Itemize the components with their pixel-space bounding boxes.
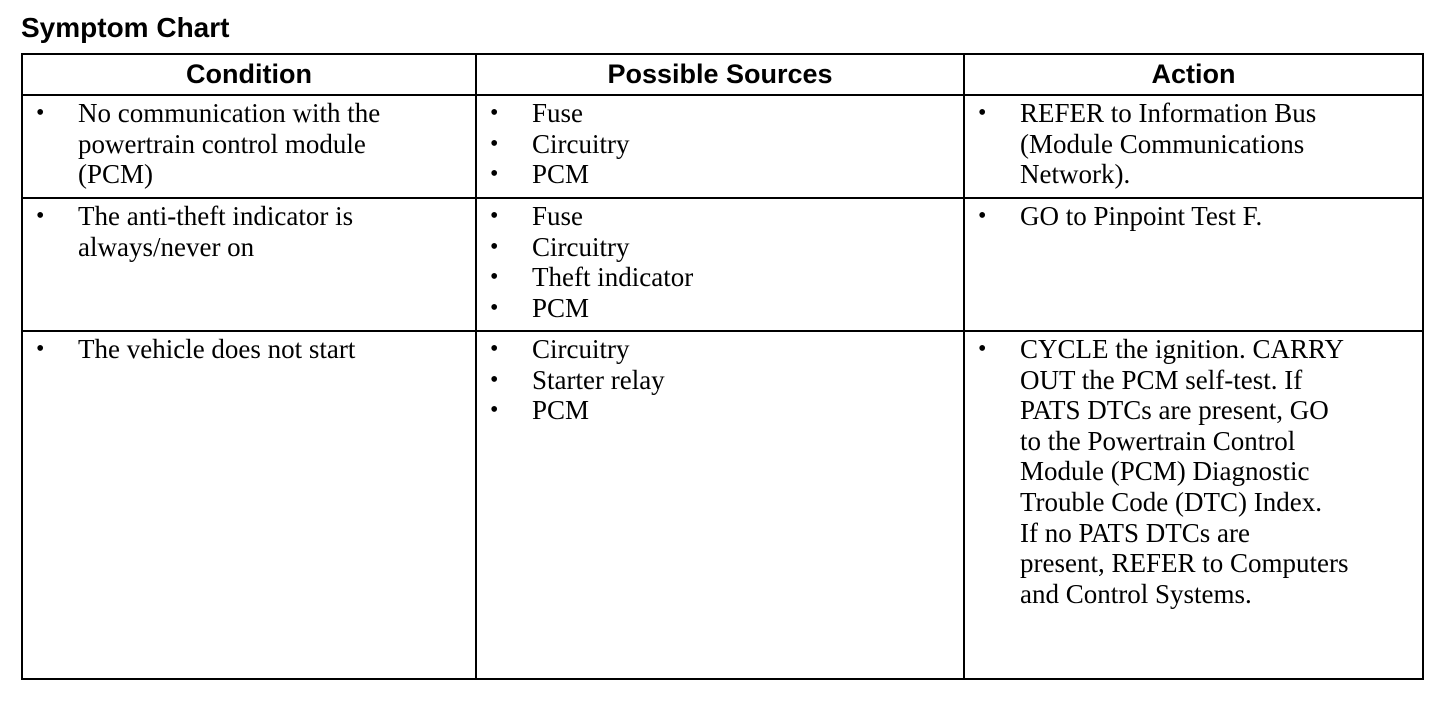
list-item xyxy=(965,201,1422,232)
source-text: Circuitry xyxy=(532,231,630,262)
list-item xyxy=(23,98,475,190)
condition-text: The vehicle does not start xyxy=(78,334,356,364)
bullet-icon: • xyxy=(490,336,499,362)
bullet-icon: • xyxy=(36,336,45,362)
action-cell xyxy=(964,331,1423,679)
symptom-table xyxy=(21,53,1424,680)
bullet-icon: • xyxy=(490,264,499,291)
page-title: Symptom Chart xyxy=(21,12,230,43)
bullet-icon: • xyxy=(490,130,499,157)
condition-text: No communication with the powertrain control module (PCM) xyxy=(78,98,381,190)
source-text: Circuitry xyxy=(532,128,630,159)
table-header-row xyxy=(22,54,1423,95)
action-text: CYCLE the ignition. CARRY OUT the PCM self-test. If PATS DTCs are present, GO to the Powertrain Control Module (PCM) Diagnostic Trouble Code (DTC) Index. If no PATS DTCs are present, REFER to Computers and Control Systems. xyxy=(1020,334,1349,609)
condition-cell xyxy=(22,95,476,198)
bullet-icon: • xyxy=(978,203,987,229)
condition-cell xyxy=(22,198,476,331)
bullet-icon: • xyxy=(490,203,499,229)
action-text: GO to Pinpoint Test F. xyxy=(1020,201,1263,231)
condition-text: The anti-theft indicator is always/never on xyxy=(78,201,354,262)
bullet-icon: • xyxy=(490,161,499,188)
bullet-icon: • xyxy=(490,366,499,393)
list-item xyxy=(477,159,963,190)
list-item xyxy=(477,129,963,160)
action-cell xyxy=(964,95,1423,198)
bullet-icon: • xyxy=(490,397,499,424)
list-item xyxy=(477,395,963,426)
source-text: Fuse xyxy=(532,201,584,231)
action-cell xyxy=(964,198,1423,331)
source-text: Starter relay xyxy=(532,364,665,395)
source-text: PCM xyxy=(532,395,590,426)
list-item xyxy=(477,262,963,293)
list-item xyxy=(477,334,963,365)
bullet-icon: • xyxy=(490,100,499,126)
bullet-icon: • xyxy=(978,100,987,126)
list-item xyxy=(477,201,963,232)
sources-cell xyxy=(476,331,964,679)
column-header-condition: Condition xyxy=(22,54,476,95)
list-item xyxy=(965,334,1422,609)
bullet-icon: • xyxy=(490,233,499,260)
sources-cell xyxy=(476,95,964,198)
bullet-icon: • xyxy=(490,294,499,321)
list-item xyxy=(477,232,963,263)
bullet-icon: • xyxy=(36,100,45,126)
table-row xyxy=(22,198,1423,331)
table-row xyxy=(22,95,1423,198)
column-header-possible-sources: Possible Sources xyxy=(476,54,964,95)
sources-cell xyxy=(476,198,964,331)
bullet-icon: • xyxy=(36,203,45,229)
source-text: Circuitry xyxy=(532,334,630,364)
condition-cell xyxy=(22,331,476,679)
list-item xyxy=(477,98,963,129)
column-header-action: Action xyxy=(964,54,1423,95)
list-item xyxy=(23,334,475,365)
source-text: PCM xyxy=(532,292,590,323)
source-text: Fuse xyxy=(532,98,584,128)
table-row xyxy=(22,331,1423,679)
action-text: REFER to Information Bus (Module Communications Network). xyxy=(1020,98,1317,190)
list-item xyxy=(477,293,963,324)
source-text: Theft indicator xyxy=(532,262,694,293)
list-item xyxy=(23,201,475,262)
list-item xyxy=(477,365,963,396)
source-text: PCM xyxy=(532,159,590,190)
bullet-icon: • xyxy=(978,336,987,362)
list-item xyxy=(965,98,1422,190)
